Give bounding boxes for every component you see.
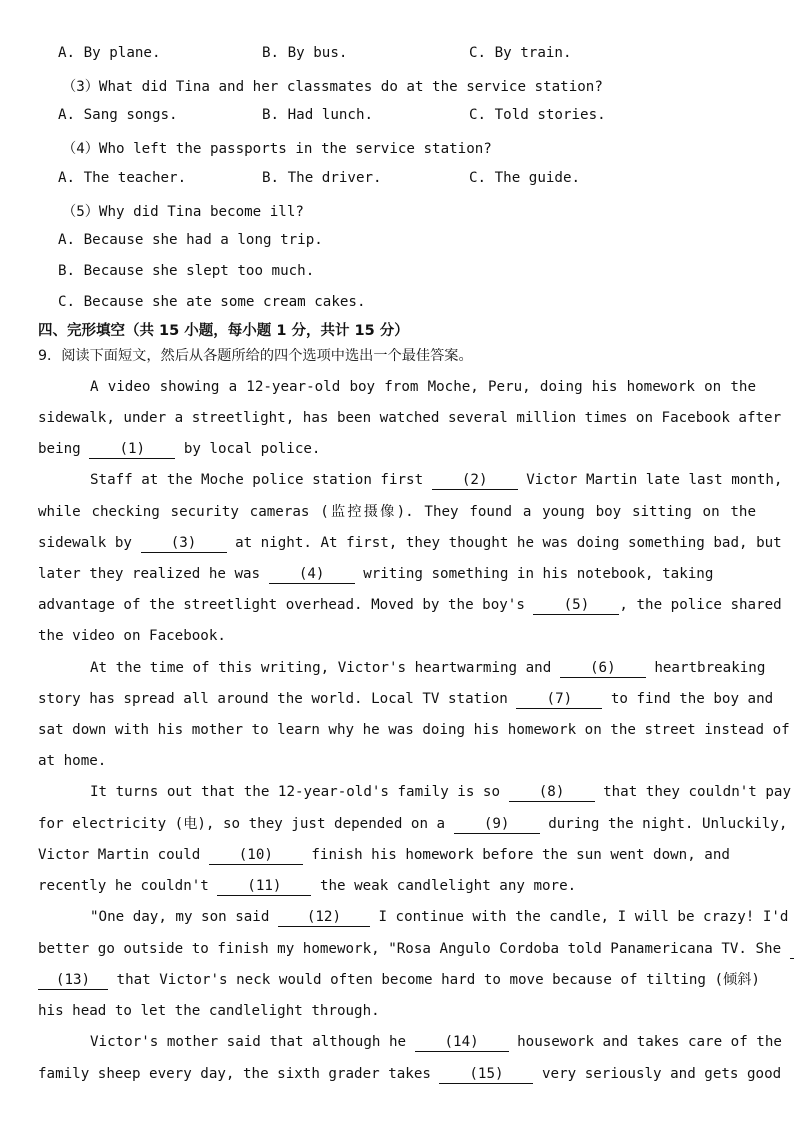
- q2-option-a: A. By plane.: [58, 45, 161, 61]
- q4-option-a: A. The teacher.: [58, 170, 187, 186]
- passage-line: advantage of the streetlight overhead. Moved by the boy's (5) , the police shared: [38, 597, 782, 613]
- q3-option-c: C. Told stories.: [469, 107, 606, 123]
- passage-line: Staff at the Moche police station first (2) Victor Martin late last month,: [90, 472, 783, 488]
- q5-option-a: A. Because she had a long trip.: [58, 232, 323, 248]
- passage-line: better go outside to finish my homework, "Rosa Angulo Cordoba told Panamericana TV. She: [38, 939, 794, 959]
- passage-line: sidewalk, under a streetlight, has been watched several million times on Facebook after: [38, 410, 782, 426]
- passage-line: the video on Facebook.: [38, 628, 226, 644]
- q3-question: （3）What did Tina and her classmates do at the service station?: [62, 79, 603, 95]
- blank-3[interactable]: (3): [141, 535, 227, 553]
- passage-line: while checking security cameras (监控摄像). They found a young boy sitting on the: [38, 504, 756, 520]
- passage-line: It turns out that the 12-year-old's family is so (8) that they couldn't pay: [90, 784, 792, 800]
- q5-option-c: C. Because she ate some cream cakes.: [58, 294, 366, 310]
- blank-5[interactable]: (5): [533, 597, 619, 615]
- blank-9[interactable]: (9): [454, 816, 540, 834]
- passage-line: A video showing a 12-year-old boy from Moche, Peru, doing his homework on the: [90, 379, 756, 395]
- passage-line: his head to let the candlelight through.: [38, 1003, 380, 1019]
- blank-14[interactable]: (14): [415, 1034, 509, 1052]
- q4-option-c: C. The guide.: [469, 170, 581, 186]
- blank-7[interactable]: (7): [516, 691, 602, 709]
- blank-4[interactable]: (4): [269, 566, 355, 584]
- passage-line: At the time of this writing, Victor's heartwarming and (6) heartbreaking: [90, 660, 766, 676]
- q5-option-b: B. Because she slept too much.: [58, 263, 315, 279]
- passage-line: being (1) by local police.: [38, 441, 321, 457]
- q4-question: （4）Who left the passports in the service station?: [62, 141, 492, 157]
- section-heading: 四、完形填空（共 15 小题，每小题 1 分，共计 15 分）: [38, 323, 409, 339]
- blank-2[interactable]: (2): [432, 472, 518, 490]
- blank-6[interactable]: (6): [560, 660, 646, 678]
- passage-line: (13) that Victor's neck would often become hard to move because of tilting (倾斜): [38, 970, 760, 990]
- passage-line: sidewalk by (3) at night. At first, they thought he was doing something bad, but: [38, 535, 782, 551]
- passage-line: recently he couldn't (11) the weak candlelight any more.: [38, 878, 577, 894]
- passage-line: later they realized he was (4) writing something in his notebook, taking: [38, 566, 714, 582]
- passage-line: for electricity (电), so they just depended on a (9) during the night. Unluckily,: [38, 816, 788, 832]
- passage-line: story has spread all around the world. Local TV station (7) to find the boy and: [38, 691, 774, 707]
- passage-line: sat down with his mother to learn why he was doing his homework on the street instead of: [38, 722, 790, 738]
- q3-option-b: B. Had lunch.: [262, 107, 374, 123]
- q5-question: （5）Why did Tina become ill?: [62, 204, 304, 220]
- passage-line: Victor's mother said that although he (14) housework and takes care of the: [90, 1034, 782, 1050]
- q4-option-b: B. The driver.: [262, 170, 382, 186]
- q2-option-c: C. By train.: [469, 45, 572, 61]
- blank-10[interactable]: (10): [209, 847, 303, 865]
- passage-line: at home.: [38, 753, 107, 769]
- blank-8[interactable]: (8): [509, 784, 595, 802]
- passage-line: Victor Martin could (10) finish his homework before the sun went down, and: [38, 847, 730, 863]
- q3-option-a: A. Sang songs.: [58, 107, 178, 123]
- blank-15[interactable]: (15): [439, 1066, 533, 1084]
- blank-13[interactable]: (13): [38, 972, 108, 990]
- blank-11[interactable]: (11): [217, 878, 311, 896]
- passage-line: family sheep every day, the sixth grader takes (15) very seriously and gets good: [38, 1066, 782, 1082]
- blank-13-start: [790, 941, 794, 959]
- blank-12[interactable]: (12): [278, 909, 370, 927]
- blank-1[interactable]: (1): [89, 441, 175, 459]
- q2-option-b: B. By bus.: [262, 45, 348, 61]
- section-instruction: 9．阅读下面短文，然后从各题所给的四个选项中选出一个最佳答案。: [38, 348, 473, 364]
- passage-line: "One day, my son said (12) I continue with the candle, I will be crazy! I'd: [90, 909, 789, 925]
